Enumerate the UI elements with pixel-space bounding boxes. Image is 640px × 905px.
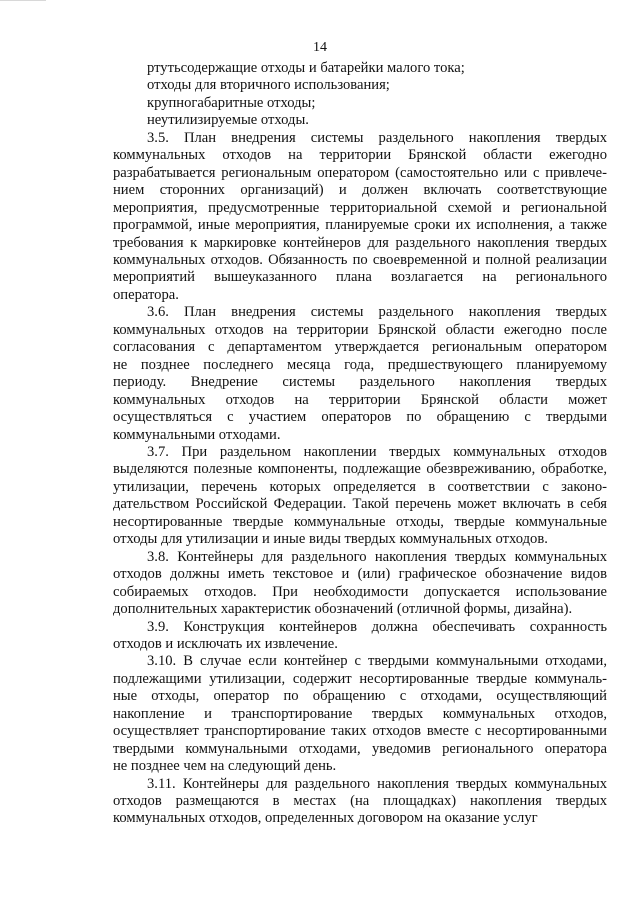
paragraph-line: не позднее последнего месяца года, предшествующего планируемому — [113, 356, 607, 373]
paragraph-line: периоду. Внедрение системы раздельного накопления твердых — [113, 374, 607, 391]
paragraph-line: дательством Российской Федерации. Такой перечень может включать в себя — [113, 496, 607, 513]
paragraph-line: 3.6. План внедрения системы раздельного накопления твердых — [147, 304, 607, 321]
paragraph-line: мероприятий вышеуказанного плана возлагается на регионального — [113, 269, 607, 286]
paragraph-line: выделяются полезные компоненты, подлежащие обезвреживанию, обработке, — [113, 461, 607, 478]
paragraph-line: коммунальных отходов. Обязанность по своевременной и полной реализации — [113, 251, 607, 268]
paragraph-line: 3.10. В случае если контейнер с твердыми коммунальными отходами, — [147, 653, 607, 670]
paragraph-line: мероприятия, предусмотренные территориальной схемой и региональной — [113, 199, 607, 216]
paragraph-line: осуществляет транспортирование таких отходов вместе с несортированными — [113, 723, 607, 740]
paragraph-3-10 — [113, 653, 607, 775]
paragraph-line: несортированные твердые коммунальные отходы, твердые коммунальные — [113, 513, 607, 530]
list-item: крупногабаритные отходы; — [147, 94, 316, 111]
paragraph-3-9 — [113, 619, 607, 654]
paragraph-line: отходов должны иметь текстовое и (или) графическое обозначение видов — [113, 566, 607, 583]
scan-edge-mark — [0, 0, 46, 5]
paragraph-line: дополнительных характеристик обозначений (отличной формы, дизайна). — [113, 601, 573, 618]
waste-type-list — [113, 60, 607, 130]
paragraph-line: 3.11. Контейнеры для раздельного накопления твердых коммунальных — [147, 775, 607, 792]
paragraph-line: нием сторонних организаций) и должен включать соответствующие — [113, 182, 607, 199]
paragraph-3-11 — [113, 776, 607, 828]
paragraph-line: 3.7. При раздельном накоплении твердых коммунальных отходов — [147, 443, 607, 460]
paragraph-line: не позднее чем на следующий день. — [113, 758, 337, 775]
paragraph-line: ные отходы, оператор по обращению с отходами, осуществляющий — [113, 688, 607, 705]
paragraph-line: 3.9. Конструкция контейнеров должна обеспечивать сохранность — [147, 618, 607, 635]
page-number: 14 — [313, 40, 327, 55]
paragraph-3-7 — [113, 444, 607, 549]
paragraph-line: оператора. — [113, 286, 179, 303]
list-item: ртутьсодержащие отходы и батарейки малого тока; — [147, 60, 465, 76]
paragraph-line: отходов и исключать их извлечение. — [113, 635, 338, 652]
paragraph-line: коммунальных отходов на территории Брянской области ежегодно — [113, 147, 607, 164]
document-body — [113, 60, 607, 828]
paragraph-line: твердыми коммунальными отходами, уведомив регионального оператора — [113, 740, 607, 757]
paragraph-line: разрабатывается региональным оператором (самостоятельно или с привлече- — [113, 164, 607, 181]
list-item: неутилизируемые отходы. — [147, 112, 309, 129]
paragraph-line: 3.5. План внедрения системы раздельного накопления твердых — [147, 129, 607, 146]
paragraph-line: коммунальными отходами. — [113, 426, 281, 443]
paragraph-3-6 — [113, 304, 607, 444]
paragraph-line: программой, иные мероприятия, планируемые сроки их исполнения, а также — [113, 217, 607, 234]
paragraph-line: 3.8. Контейнеры для раздельного накопления твердых коммунальных — [147, 548, 607, 565]
list-item: отходы для вторичного использования; — [147, 77, 390, 94]
paragraph-line: отходы для утилизации и иные виды твердых коммунальных отходов. — [113, 531, 548, 548]
paragraph-line: требования к маркировке контейнеров для раздельного накопления твердых — [113, 234, 607, 251]
paragraph-line: коммунальных отходов на территории Брянской области ежегодно после — [113, 321, 607, 338]
paragraph-3-5 — [113, 130, 607, 305]
paragraph-line: осуществляться с участием операторов по обращению с твердыми — [113, 409, 607, 426]
paragraph-line: коммунальных отходов на территории Брянской области может — [113, 391, 607, 408]
paragraph-line: подлежащими утилизации, содержит несортированные твердые коммуналь- — [113, 670, 607, 687]
paragraph-line: коммунальных отходов, определенных договором на оказание услуг — [113, 810, 538, 827]
paragraph-line: согласования с департаментом утверждается региональным оператором — [113, 339, 607, 356]
paragraph-line: отходов размещаются в местах (на площадках) накопления твердых — [113, 793, 607, 810]
paragraph-line: утилизации, перечень которых определяется в соответствии с законо- — [113, 478, 607, 495]
paragraph-line: собираемых отходов. При необходимости допускается использование — [113, 583, 607, 600]
paragraph-line: накопление и транспортирование твердых коммунальных отходов, — [113, 705, 607, 722]
numbered-paragraphs — [113, 130, 607, 828]
paragraph-3-8 — [113, 549, 607, 619]
